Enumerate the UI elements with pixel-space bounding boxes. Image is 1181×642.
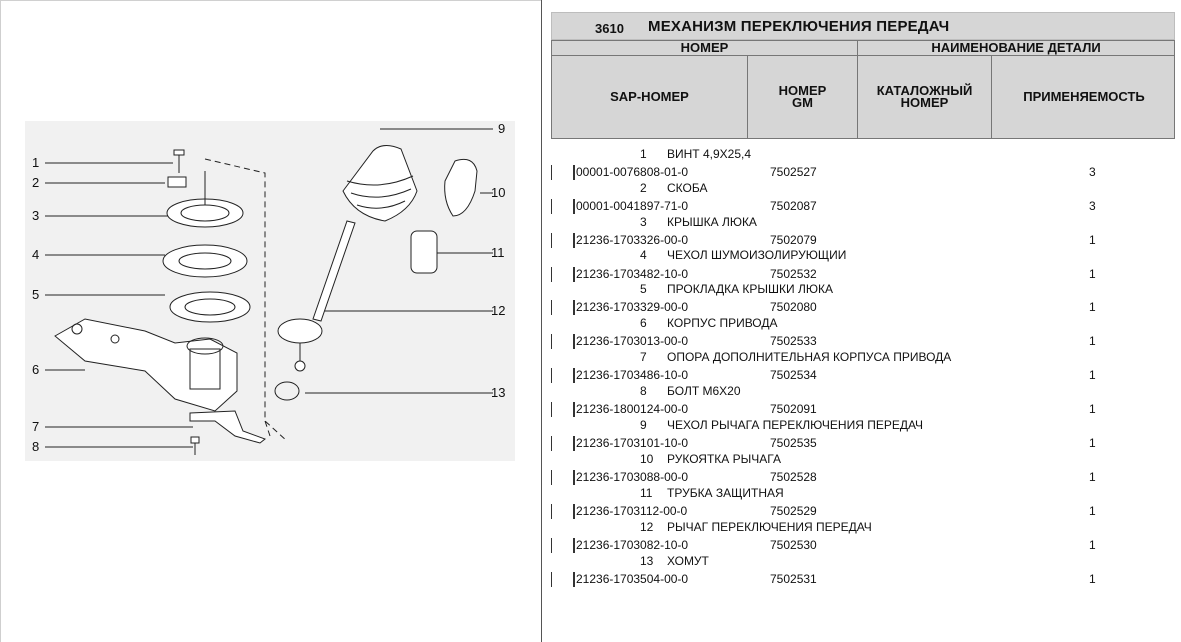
page-divider bbox=[541, 0, 542, 642]
callout-11: 11 bbox=[491, 245, 505, 260]
part-name: РУКОЯТКА РЫЧАГА bbox=[667, 452, 781, 466]
position-number: 13 bbox=[640, 554, 654, 568]
table-row bbox=[551, 435, 1175, 452]
table-row bbox=[551, 469, 1175, 486]
row-marker bbox=[551, 334, 552, 349]
row-marker bbox=[551, 572, 552, 587]
applicability: 1 bbox=[1089, 504, 1096, 518]
sap-number: 21236-1703504-00-0 bbox=[576, 572, 689, 586]
part-name: ВИНТ 4,9Х25,4 bbox=[667, 147, 751, 161]
applicability: 1 bbox=[1089, 470, 1096, 484]
position-number: 7 bbox=[640, 350, 647, 364]
table-row bbox=[551, 503, 1175, 520]
exploded-view-drawing bbox=[25, 121, 515, 461]
row-marker bbox=[573, 267, 575, 282]
part-name: ЧЕХОЛ РЫЧАГА ПЕРЕКЛЮЧЕНИЯ ПЕРЕДАЧ bbox=[667, 418, 924, 432]
row-marker bbox=[573, 334, 575, 349]
list-item-name bbox=[551, 281, 1175, 298]
gm-number: 7502528 bbox=[770, 470, 817, 484]
row-marker bbox=[551, 538, 552, 553]
sap-number: 21236-1703482-10-0 bbox=[576, 267, 689, 281]
callout-6: 6 bbox=[32, 362, 40, 377]
section-title: МЕХАНИЗМ ПЕРЕКЛЮЧЕНИЯ ПЕРЕДАЧ bbox=[648, 18, 950, 35]
row-marker bbox=[551, 165, 552, 180]
gm-number: 7502529 bbox=[770, 504, 817, 518]
row-marker bbox=[573, 504, 575, 519]
gm-number: 7502079 bbox=[770, 233, 817, 247]
column-group-name: НАИМЕНОВАНИЕ ДЕТАЛИ bbox=[931, 40, 1101, 55]
part-name: ХОМУТ bbox=[667, 554, 709, 568]
row-marker bbox=[551, 402, 552, 417]
gm-number: 7502530 bbox=[770, 538, 817, 552]
sap-number: 21236-1703088-00-0 bbox=[576, 470, 689, 484]
part-name: СКОБА bbox=[667, 181, 708, 195]
gm-number: 7502532 bbox=[770, 267, 817, 281]
table-row bbox=[551, 299, 1175, 316]
sap-number: 00001-0076808-01-0 bbox=[576, 165, 689, 179]
callout-9: 9 bbox=[498, 121, 506, 136]
applicability: 1 bbox=[1089, 538, 1096, 552]
list-item-name bbox=[551, 214, 1175, 231]
list-item-name bbox=[551, 383, 1175, 400]
applicability: 1 bbox=[1089, 267, 1096, 281]
table-row bbox=[551, 537, 1175, 554]
sap-number: 21236-1703101-10-0 bbox=[576, 436, 689, 450]
top-divider bbox=[0, 0, 541, 1]
list-item-name bbox=[551, 146, 1175, 163]
column-header-applicability: ПРИМЕНЯЕМОСТЬ bbox=[1023, 89, 1145, 104]
applicability: 1 bbox=[1089, 233, 1096, 247]
table-row bbox=[551, 401, 1175, 418]
row-marker bbox=[573, 199, 575, 214]
sap-number: 21236-1703013-00-0 bbox=[576, 334, 689, 348]
applicability: 1 bbox=[1089, 402, 1096, 416]
sap-number: 21236-1703486-10-0 bbox=[576, 368, 689, 382]
row-marker bbox=[573, 572, 575, 587]
callout-2: 2 bbox=[32, 175, 40, 190]
column-header-catalog: КАТАЛОЖНЫЙ НОМЕР bbox=[858, 56, 992, 138]
section-header bbox=[551, 12, 1175, 40]
row-marker bbox=[551, 470, 552, 485]
list-item-name bbox=[551, 247, 1175, 264]
row-marker bbox=[573, 165, 575, 180]
row-marker bbox=[551, 199, 552, 214]
gm-number: 7502535 bbox=[770, 436, 817, 450]
table-row bbox=[551, 198, 1175, 215]
applicability: 1 bbox=[1089, 334, 1096, 348]
column-header-sap: SAP-НОМЕР bbox=[552, 56, 748, 138]
position-number: 3 bbox=[640, 215, 647, 229]
column-group-number: НОМЕР bbox=[552, 41, 858, 55]
list-item-name bbox=[551, 349, 1175, 366]
callout-7: 7 bbox=[32, 419, 40, 434]
part-name: ТРУБКА ЗАЩИТНАЯ bbox=[667, 486, 784, 500]
row-marker bbox=[551, 233, 552, 248]
sap-number: 21236-1703112-00-0 bbox=[576, 504, 688, 518]
column-header-row bbox=[551, 56, 1175, 139]
callout-8: 8 bbox=[32, 439, 40, 454]
sap-number: 21236-1800124-00-0 bbox=[576, 402, 689, 416]
row-marker bbox=[573, 233, 575, 248]
part-name: ОПОРА ДОПОЛНИТЕЛЬНАЯ КОРПУСА ПРИВОДА bbox=[667, 350, 952, 364]
applicability: 3 bbox=[1089, 199, 1096, 213]
callout-5: 5 bbox=[32, 287, 40, 302]
part-name: ЧЕХОЛ ШУМОИЗОЛИРУЮЩИИ bbox=[667, 248, 847, 262]
position-number: 1 bbox=[640, 147, 647, 161]
applicability: 1 bbox=[1089, 436, 1096, 450]
position-number: 11 bbox=[640, 486, 653, 500]
list-item-name bbox=[551, 519, 1175, 536]
list-item-name bbox=[551, 180, 1175, 197]
part-name: КОРПУС ПРИВОДА bbox=[667, 316, 778, 330]
list-item-name bbox=[551, 417, 1175, 434]
position-number: 8 bbox=[640, 384, 647, 398]
callout-10: 10 bbox=[491, 185, 506, 200]
callout-13: 13 bbox=[491, 385, 506, 400]
applicability: 1 bbox=[1089, 572, 1096, 586]
part-name: БОЛТ М6Х20 bbox=[667, 384, 741, 398]
column-header-gm: НОМЕР GM bbox=[748, 56, 858, 138]
exploded-view-figure bbox=[25, 121, 515, 461]
position-number: 6 bbox=[640, 316, 647, 330]
position-number: 10 bbox=[640, 452, 654, 466]
row-marker bbox=[551, 267, 552, 282]
part-name: РЫЧАГ ПЕРЕКЛЮЧЕНИЯ ПЕРЕДАЧ bbox=[667, 520, 872, 534]
sap-number: 00001-0041897-71-0 bbox=[576, 199, 689, 213]
row-marker bbox=[573, 300, 575, 315]
table-row bbox=[551, 164, 1175, 181]
left-border bbox=[0, 0, 1, 642]
gm-number: 7502527 bbox=[770, 165, 817, 179]
position-number: 4 bbox=[640, 248, 647, 262]
gm-number: 7502531 bbox=[770, 572, 817, 586]
column-group-header bbox=[551, 40, 1175, 56]
part-name: ПРОКЛАДКА КРЫШКИ ЛЮКА bbox=[667, 282, 833, 296]
list-item-name bbox=[551, 553, 1175, 570]
gm-number: 7502091 bbox=[770, 402, 817, 416]
sap-number: 21236-1703082-10-0 bbox=[576, 538, 689, 552]
applicability: 3 bbox=[1089, 165, 1096, 179]
part-name: КРЫШКА ЛЮКА bbox=[667, 215, 757, 229]
row-marker bbox=[551, 504, 552, 519]
callout-4: 4 bbox=[32, 247, 40, 262]
gm-number: 7502533 bbox=[770, 334, 817, 348]
row-marker bbox=[573, 402, 575, 417]
applicability: 1 bbox=[1089, 300, 1096, 314]
position-number: 9 bbox=[640, 418, 647, 432]
list-item-name bbox=[551, 451, 1175, 468]
sap-number: 21236-1703326-00-0 bbox=[576, 233, 689, 247]
table-row bbox=[551, 333, 1175, 350]
row-marker bbox=[573, 538, 575, 553]
applicability: 1 bbox=[1089, 368, 1096, 382]
list-item-name bbox=[551, 315, 1175, 332]
gm-number: 7502080 bbox=[770, 300, 817, 314]
row-marker bbox=[573, 368, 575, 383]
sap-number: 21236-1703329-00-0 bbox=[576, 300, 689, 314]
row-marker bbox=[573, 436, 575, 451]
row-marker bbox=[551, 300, 552, 315]
callout-1: 1 bbox=[32, 155, 40, 170]
position-number: 2 bbox=[640, 181, 647, 195]
position-number: 12 bbox=[640, 520, 654, 534]
list-item-name bbox=[551, 485, 1175, 502]
table-row bbox=[551, 571, 1175, 588]
gm-number: 7502087 bbox=[770, 199, 817, 213]
row-marker bbox=[573, 470, 575, 485]
row-marker bbox=[551, 436, 552, 451]
callout-12: 12 bbox=[491, 303, 506, 318]
table-row bbox=[551, 367, 1175, 384]
callout-3: 3 bbox=[32, 208, 40, 223]
position-number: 5 bbox=[640, 282, 647, 296]
group-code: 3610 bbox=[595, 21, 624, 36]
row-marker bbox=[551, 368, 552, 383]
gm-number: 7502534 bbox=[770, 368, 817, 382]
